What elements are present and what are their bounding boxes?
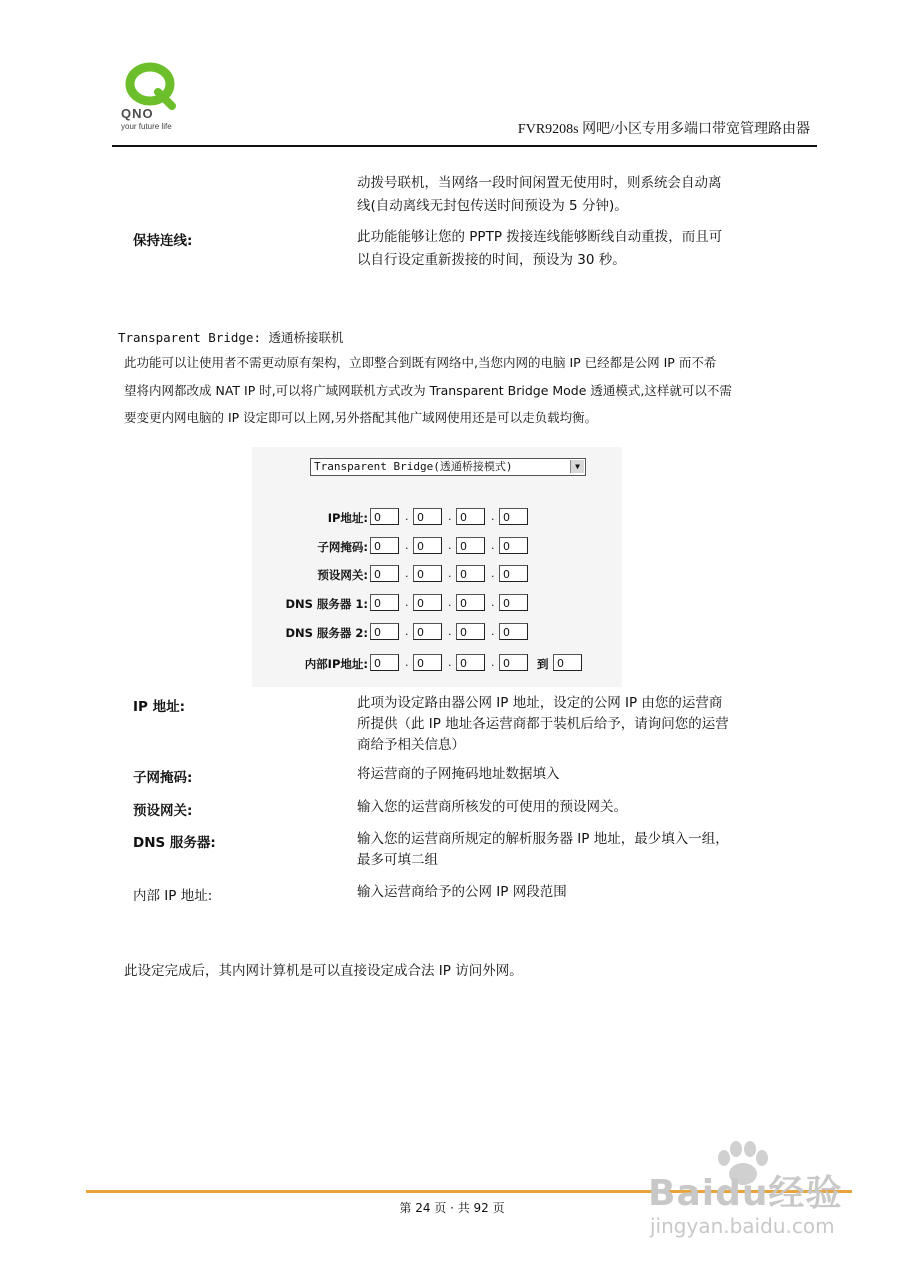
def-ip-line3: 商给予相关信息）: [357, 737, 465, 753]
ip-sep-3: .: [491, 510, 495, 523]
gateway-label: 预设网关:: [317, 568, 368, 582]
gw-octet-3[interactable]: 0: [456, 565, 485, 582]
range-to-label: 到: [537, 657, 549, 671]
wan-mode-value: Transparent Bridge(透通桥接模式): [314, 460, 513, 473]
watermark-url: jingyan.baidu.com: [650, 1214, 835, 1238]
def-mask-desc: 将运营商的子网掩码地址数据填入: [357, 766, 560, 782]
closing-note: 此设定完成后，其内网计算机是可以直接设定成合法 IP 访问外网。: [124, 963, 523, 979]
gw-sep-1: .: [405, 567, 409, 580]
bridge-heading: Transparent Bridge: 透通桥接联机: [118, 330, 344, 345]
gw-sep-3: .: [491, 567, 495, 580]
dns1-sep-2: .: [448, 596, 452, 609]
gw-octet-1[interactable]: 0: [370, 565, 399, 582]
ip-address-label: IP地址:: [327, 511, 368, 525]
page-number: 第 24 页 · 共 92 页: [399, 1201, 505, 1215]
dns2-octet-2[interactable]: 0: [413, 623, 442, 640]
dns1-octet-1[interactable]: 0: [370, 594, 399, 611]
ip-sep-2: .: [448, 510, 452, 523]
gw-octet-2[interactable]: 0: [413, 565, 442, 582]
gw-sep-2: .: [448, 567, 452, 580]
dial-desc-line1: 动拨号联机，当网络一段时间闲置无使用时，则系统会自动离: [357, 175, 722, 191]
dns2-sep-1: .: [405, 625, 409, 638]
dns1-sep-3: .: [491, 596, 495, 609]
wan-mode-select[interactable]: [310, 458, 586, 476]
def-ip-line2: 所提供（此 IP 地址各运营商都于装机后给予，请询问您的运营: [357, 716, 729, 732]
def-gateway-desc: 输入您的运营商所核发的可使用的预设网关。: [357, 799, 627, 815]
ip-octet-2[interactable]: 0: [413, 508, 442, 525]
def-mask-label: 子网掩码:: [133, 770, 193, 786]
dns1-octet-4[interactable]: 0: [499, 594, 528, 611]
dns2-label: DNS 服务器 2:: [285, 626, 368, 640]
mask-octet-2[interactable]: 0: [413, 537, 442, 554]
dial-desc-line2: 线(自动离线无封包传送时间预设为 5 分钟)。: [357, 198, 628, 214]
range-sep-3: .: [491, 656, 495, 669]
range-octet-1[interactable]: 0: [370, 654, 399, 671]
bridge-para-line3: 要变更内网电脑的 IP 设定即可以上网,另外搭配其他广域网使用还是可以走负载均衡。: [124, 410, 598, 425]
mask-octet-3[interactable]: 0: [456, 537, 485, 554]
keepalive-label: 保持连线:: [133, 233, 193, 249]
logo-tagline: your future life: [121, 122, 172, 131]
dns2-octet-3[interactable]: 0: [456, 623, 485, 640]
dns2-sep-3: .: [491, 625, 495, 638]
range-end-octet[interactable]: 0: [553, 654, 582, 671]
dns2-octet-4[interactable]: 0: [499, 623, 528, 640]
def-range-desc: 输入运营商给予的公网 IP 网段范围: [357, 884, 567, 900]
def-gateway-label: 预设网关:: [133, 803, 193, 819]
ip-octet-1[interactable]: 0: [370, 508, 399, 525]
range-octet-4[interactable]: 0: [499, 654, 528, 671]
def-dns-label: DNS 服务器:: [133, 835, 216, 851]
header-rule: [112, 145, 817, 147]
range-octet-3[interactable]: 0: [456, 654, 485, 671]
watermark-brand: Baidu经验: [648, 1173, 843, 1214]
subnet-mask-label: 子网掩码:: [317, 540, 368, 554]
logo-text: QNO: [121, 106, 154, 121]
ip-sep-1: .: [405, 510, 409, 523]
internal-ip-range-label: 内部IP地址:: [304, 657, 368, 671]
mask-octet-4[interactable]: 0: [499, 537, 528, 554]
ip-octet-4[interactable]: 0: [499, 508, 528, 525]
dns1-sep-1: .: [405, 596, 409, 609]
chevron-down-icon[interactable]: ▼: [570, 460, 584, 473]
mask-octet-1[interactable]: 0: [370, 537, 399, 554]
mask-sep-2: .: [448, 539, 452, 552]
keepalive-desc-line2: 以自行设定重新拨接的时间，预设为 30 秒。: [357, 252, 626, 268]
ip-octet-3[interactable]: 0: [456, 508, 485, 525]
range-sep-2: .: [448, 656, 452, 669]
header-title: FVR9208s 网吧/小区专用多端口带宽管理路由器: [517, 122, 810, 137]
dns2-sep-2: .: [448, 625, 452, 638]
dns2-octet-1[interactable]: 0: [370, 623, 399, 640]
range-octet-2[interactable]: 0: [413, 654, 442, 671]
range-sep-1: .: [405, 656, 409, 669]
dns1-label: DNS 服务器 1:: [285, 597, 368, 611]
dns1-octet-2[interactable]: 0: [413, 594, 442, 611]
bridge-para-line2: 望将内网都改成 NAT IP 时,可以将广域网联机方式改为 Transparent Bridge Mode 透通模式,这样就可以不需: [124, 383, 732, 398]
def-dns-line1: 输入您的运营商所规定的解析服务器 IP 地址，最少填入一组，: [357, 831, 729, 847]
mask-sep-1: .: [405, 539, 409, 552]
gw-octet-4[interactable]: 0: [499, 565, 528, 582]
mask-sep-3: .: [491, 539, 495, 552]
def-range-label: 内部 IP 地址:: [133, 888, 213, 904]
def-ip-line1: 此项为设定路由器公网 IP 地址，设定的公网 IP 由您的运营商: [357, 695, 723, 711]
dns1-octet-3[interactable]: 0: [456, 594, 485, 611]
keepalive-desc-line1: 此功能能够让您的 PPTP 拨接连线能够断线自动重拨，而且可: [357, 229, 723, 245]
bridge-para-line1: 此功能可以让使用者不需更动原有架构，立即整合到既有网络中,当您内网的电脑 IP 已经都是公网 IP 而不希: [124, 355, 717, 370]
def-dns-line2: 最多可填二组: [357, 852, 438, 868]
def-ip-label: IP 地址:: [133, 699, 186, 715]
